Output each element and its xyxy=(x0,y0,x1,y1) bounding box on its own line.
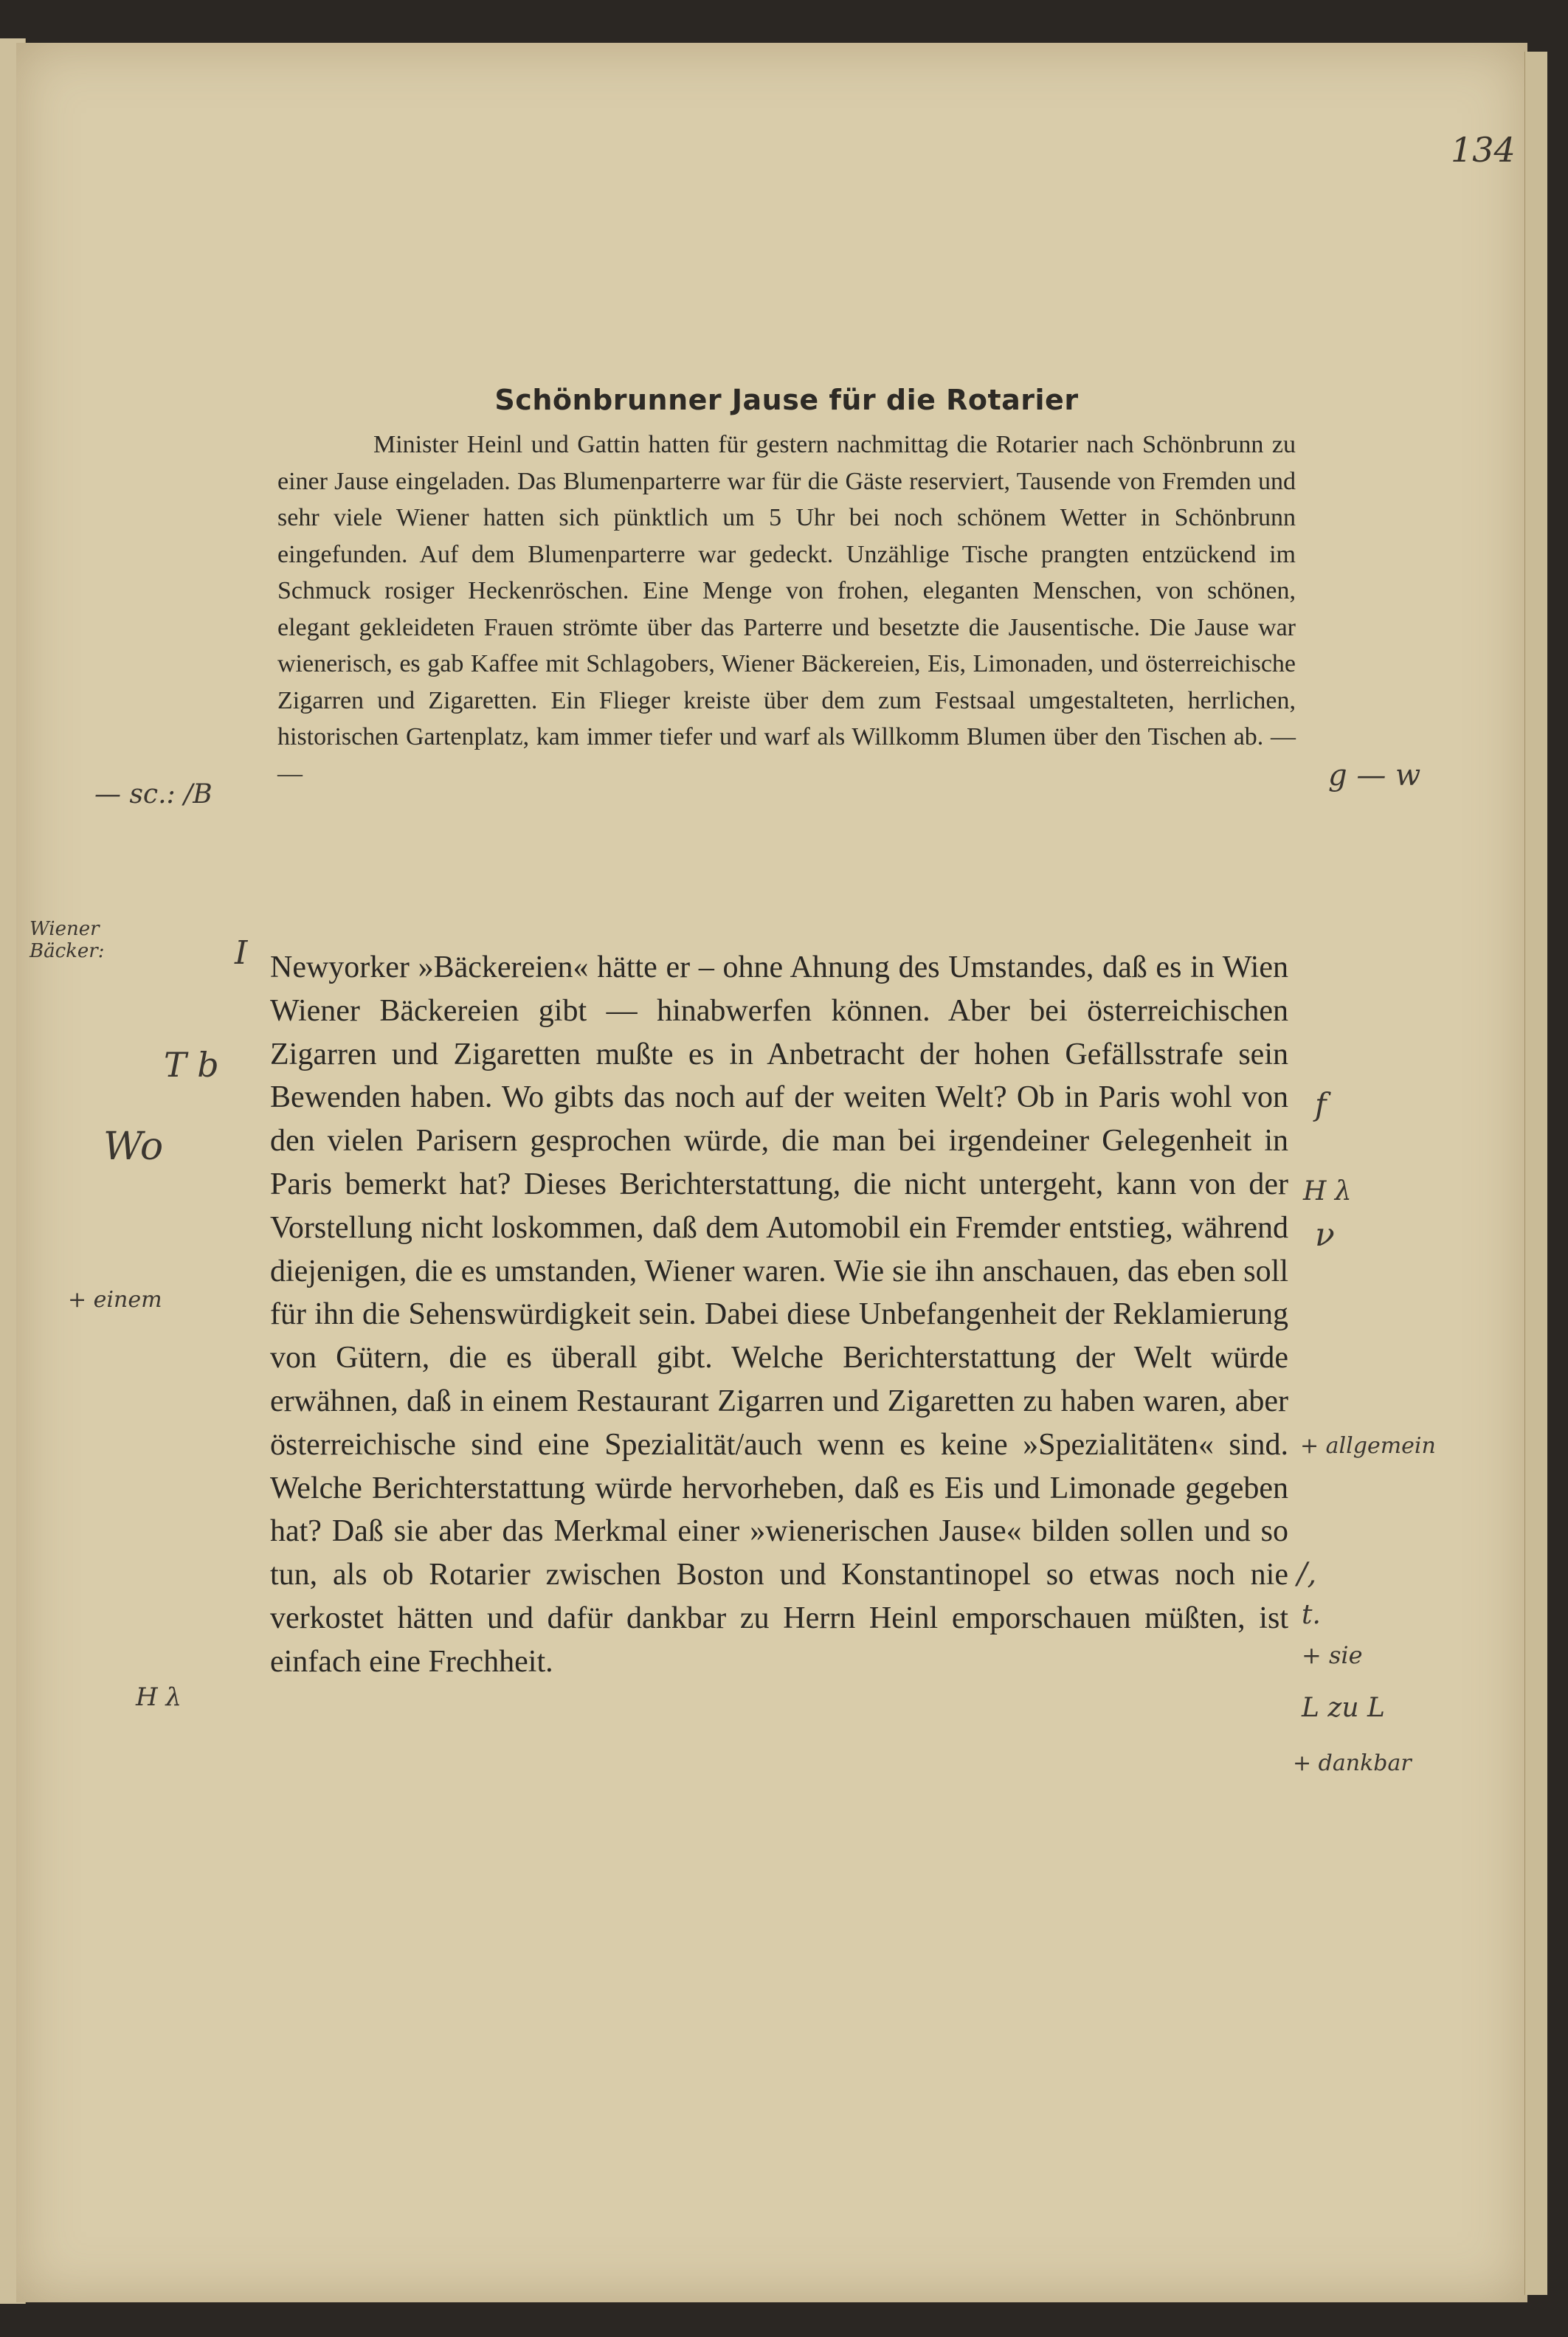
clipping-body: Minister Heinl und Gattin hatten für gestern nachmittag die Rotarier nach Schönbrunn zu einer Jause eingeladen. Das Blumenparterre war für die Gäste reserviert, Tausende von Fremden und sehr viele Wiener hatten sich pünktlich um 5 Uhr bei noch schönem Wetter in Schönbrunn eingefunden. Auf dem Blumenparterre war gedeckt. Unzählige Tische prangten entzückend im Schmuck rosiger Heckenröschen. Eine Menge von frohen, eleganten Menschen, von schönen, elegant gekleideten Frauen strömte über das Parterre und besetzte die Jausentische. Die Jause war wienerisch, es gab Kaffee mit Schlagobers, Wiener Bäckereien, Eis, Limonaden, und österreichische Zigarren und Zigaretten. Ein Flieger kreiste über dem zum Festsaal umgestalteten, herrlichen, historischen Gartenplatz, kam immer tiefer und warf als Willkomm Blumen über den Tischen ab. — — xyxy=(277,431,1296,787)
margin-note: H λ xyxy=(1303,1176,1352,1207)
margin-note: g — w xyxy=(1328,759,1421,793)
margin-note: ν xyxy=(1315,1216,1335,1254)
margin-note: /, xyxy=(1297,1557,1317,1591)
commentary-text: Newyorker »Bäckereien« hätte er – ohne Ahnung des Umstandes, daß es in Wien Wiener Bäckereien gibt — hinabwerfen können. Aber bei österreichischen Zigarren und Zigaretten mußte es in Anbetracht der hohen Gefällsstrafe sein Bewenden haben. Wo gibts das noch auf der weiten Welt? Ob in Paris wohl von den vielen Parisern gesprochen würde, die man bei irgendeiner Gelegenheit in Paris bemerkt hat? Dieses Berichterstattung, die nicht untergeht, kann von der Vorstellung nicht loskommen, daß dem Automobil ein Fremder entstieg, während diejenigen, die es umstanden, Wiener waren. Wie sie ihn anschauen, das eben soll für ihn die Sehenswürdigkeit sein. Dabei diese Unbefangenheit der Reklamierung von Gütern, die es überall gibt. Welche Berichterstattung der Welt würde erwähnen, daß in einem Restaurant Zigarren und Zigaretten zu haben waren, aber österreichische sind eine Spezialität/auch wenn es keine »Spezialitäten« sind. Welche Berichterstattung würde hervorheben, daß es Eis und Limonade gegeben hat? Daß sie aber das Merkmal einer »wienerischen Jause« bilden sollen und so tun, als ob Rotarier zwischen Boston und Konstantinopel so etwas noch nie verkostet hätten und dafür dankbar zu Herrn Heinl emporschauen müßten, ist einfach eine Frechheit. xyxy=(270,950,1288,1679)
margin-note: H λ xyxy=(136,1682,182,1712)
margin-note: + dankbar xyxy=(1293,1750,1412,1776)
margin-note: L zu L xyxy=(1302,1693,1385,1723)
margin-note: T b xyxy=(164,1045,219,1085)
margin-note: + sie xyxy=(1302,1641,1363,1669)
margin-note: t. xyxy=(1302,1600,1321,1630)
clipping-title: Schönbrunner Jause für die Rotarier xyxy=(494,384,1079,416)
margin-note: I xyxy=(235,934,248,972)
margin-note: — sc.: /B xyxy=(94,779,213,810)
newspaper-clipping xyxy=(277,384,1296,792)
margin-note: Wo xyxy=(103,1125,164,1169)
margin-note: + einem xyxy=(68,1287,162,1313)
folio-number: 134 xyxy=(1451,130,1516,170)
margin-note: f xyxy=(1315,1086,1327,1122)
margin-note: Wiener Bäcker: xyxy=(30,918,105,962)
margin-note: + allgemein xyxy=(1300,1433,1436,1459)
right-page-edge xyxy=(1524,52,1547,2295)
